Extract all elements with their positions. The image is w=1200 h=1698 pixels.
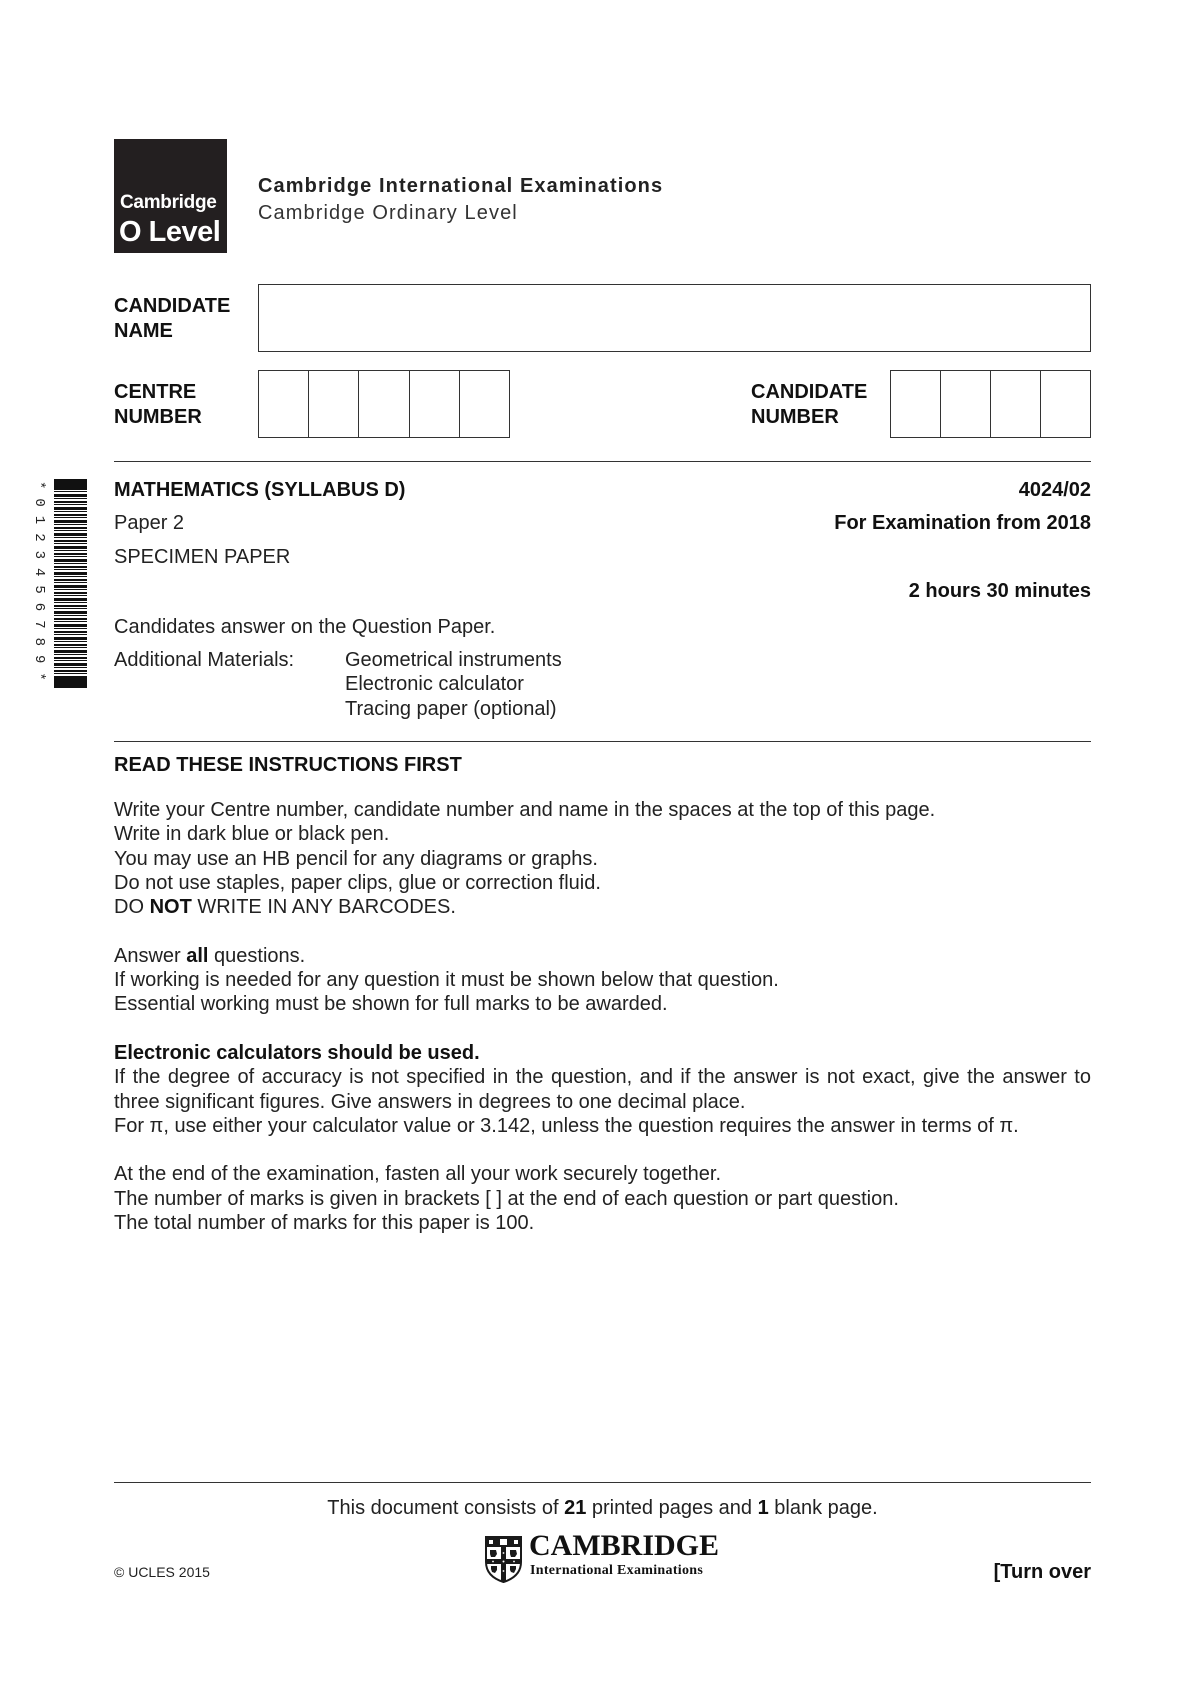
spacer [114, 1138, 1091, 1162]
paper-type: SPECIMEN PAPER [114, 546, 291, 568]
answer-all-part: Answer [114, 944, 187, 967]
instructions-heading: READ THESE INSTRUCTIONS FIRST [114, 754, 462, 776]
candidate-number-label [751, 380, 867, 430]
instruction-line: If the degree of accuracy is not specified in the question, and if the answer is not exact, give the answer to [114, 1066, 1091, 1089]
instruction-line: The total number of marks for this paper is 100. [114, 1212, 535, 1235]
cambridge-crest-icon [484, 1535, 523, 1583]
instruction-line: The number of marks is given in brackets [ ] at the end of each question or part question. [114, 1187, 899, 1210]
centre-number-cell [309, 371, 359, 437]
instruction-line: Write your Centre number, candidate number and name in the spaces at the top of this page. [114, 799, 936, 821]
instruction-line: three significant figures. Give answers in degrees to one decimal place. [114, 1090, 746, 1113]
candidate-name-box [258, 284, 1091, 352]
calculator-heading: Electronic calculators should be used. [114, 1041, 480, 1064]
centre-number-label [114, 380, 202, 430]
copyright: © UCLES 2015 [114, 1564, 210, 1580]
header-divider [114, 461, 1091, 462]
instruction-line: Do not use staples, paper clips, glue or correction fluid. [114, 871, 601, 894]
exam-board-name: Cambridge International Examinations [258, 175, 664, 197]
page-count-part: This document consists of [327, 1497, 565, 1519]
candidate-name-label [114, 294, 230, 344]
materials-item: Geometrical instruments [345, 649, 562, 671]
materials-label: Additional Materials: [114, 649, 295, 671]
instructions-body [114, 798, 1091, 1235]
spacer [114, 1017, 1091, 1041]
candidate-number-cell [991, 371, 1041, 437]
instruction-line: Essential working must be shown for full marks to be awarded. [114, 993, 668, 1016]
barcode-digits: *0123456789* [31, 481, 47, 690]
instruction-line: If working is needed for any question it must be shown below that question. [114, 969, 779, 992]
exam-from: For Examination from 2018 [834, 512, 1091, 534]
instruction-line: Write in dark blue or black pen. [114, 823, 390, 846]
barcode [54, 479, 87, 688]
barcode-warning-emphasis: NOT [149, 896, 192, 919]
materials-item: Electronic calculator [345, 673, 524, 696]
page-count-part: blank page. [768, 1497, 878, 1519]
turn-over-note: [Turn over [993, 1561, 1091, 1583]
centre-number-boxes [258, 370, 510, 438]
footer-divider [114, 1482, 1091, 1483]
materials-item: Tracing paper (optional) [345, 697, 557, 720]
qualification-level: Cambridge Ordinary Level [258, 202, 518, 224]
centre-number-cell [460, 371, 509, 437]
barcode-warning-part: DO [114, 896, 150, 919]
logo-o-level-text: O Level [119, 216, 221, 248]
page-count-part: printed pages and [586, 1497, 758, 1519]
centre-number-cell [410, 371, 460, 437]
candidate-number-label-line1: CANDIDATE [751, 381, 868, 403]
answer-all-part: questions. [208, 944, 306, 967]
instruction-line: You may use an HB pencil for any diagrams or graphs. [114, 847, 598, 870]
centre-number-label-line2: NUMBER [114, 406, 202, 428]
paper-number: Paper 2 [114, 512, 185, 534]
candidate-name-label-line1: CANDIDATE [114, 295, 231, 317]
instructions-divider [114, 741, 1091, 742]
centre-number-cell [259, 371, 309, 437]
centre-number-cell [359, 371, 409, 437]
logo-cambridge-text: Cambridge [120, 192, 217, 213]
cambridge-o-level-logo [114, 139, 227, 253]
candidate-name-label-line2: NAME [114, 320, 173, 342]
instruction-line: At the end of the examination, fasten all your work securely together. [114, 1163, 722, 1186]
exam-duration: 2 hours 30 minutes [908, 580, 1091, 602]
candidate-number-cell [941, 371, 991, 437]
candidate-number-boxes [890, 370, 1091, 438]
materials-list [345, 648, 562, 721]
blank-page-count: 1 [757, 1497, 769, 1519]
cambridge-wordmark-subtitle: International Examinations [530, 1563, 704, 1578]
instruction-line: For π, use either your calculator value or 3.142, unless the question requires the answer in terms of π. [114, 1114, 1019, 1137]
spacer [114, 919, 1091, 943]
cambridge-wordmark: CAMBRIDGE [529, 1529, 720, 1562]
candidate-number-cell [891, 371, 941, 437]
paper-code: 4024/02 [1018, 479, 1091, 501]
answer-all-line [114, 944, 1091, 968]
barcode-warning-line [114, 895, 1091, 919]
printed-page-count: 21 [564, 1497, 587, 1519]
page-count-statement [114, 1496, 1091, 1520]
centre-number-label-line1: CENTRE [114, 381, 197, 403]
subject-title: MATHEMATICS (SYLLABUS D) [114, 479, 406, 501]
answer-location: Candidates answer on the Question Paper. [114, 616, 496, 638]
candidate-number-label-line2: NUMBER [751, 406, 839, 428]
answer-all-emphasis: all [186, 944, 209, 967]
candidate-number-cell [1041, 371, 1090, 437]
barcode-warning-part: WRITE IN ANY BARCODES. [191, 896, 456, 919]
